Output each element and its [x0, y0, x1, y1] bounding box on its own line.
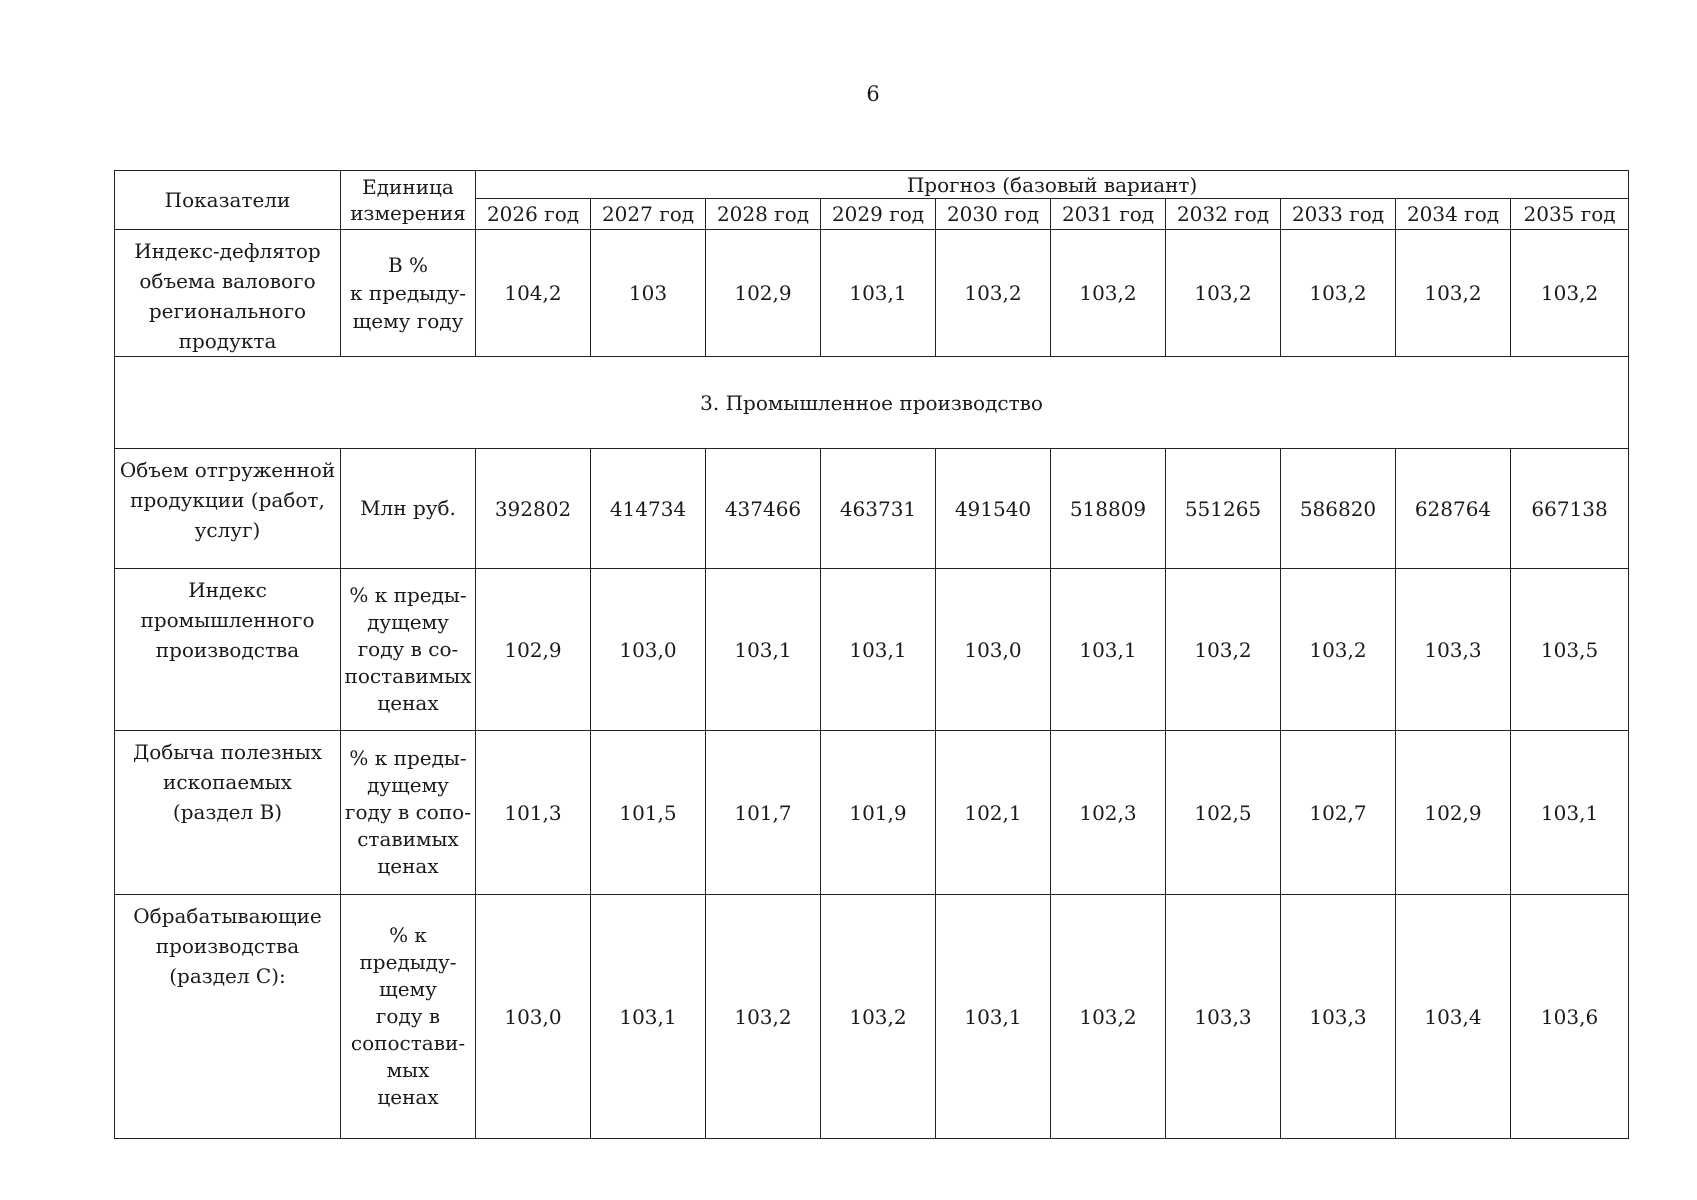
value-cell: 103,2: [936, 230, 1051, 357]
value-cell: 491540: [936, 449, 1051, 569]
indicator-cell: [115, 731, 341, 895]
unit-line: Млн руб.: [360, 496, 456, 520]
indicator-line: Индекс-дефлятор: [134, 239, 321, 263]
indicator-line: продукции (работ,: [130, 488, 325, 512]
value-cell: 101,7: [706, 731, 821, 895]
year-header-cell: 2030 год: [936, 199, 1051, 230]
indicator-line: объема валового: [139, 269, 316, 293]
value-cell: 102,9: [476, 569, 591, 731]
value-cell: 102,9: [706, 230, 821, 357]
table-row: [115, 230, 1629, 357]
unit-line: ставимых: [357, 827, 459, 851]
value-cell: 628764: [1396, 449, 1511, 569]
value-cell: 103,6: [1511, 895, 1629, 1139]
indicator-line: промышленного: [140, 608, 315, 632]
unit-line: году в: [375, 1004, 441, 1028]
header-unit: [341, 171, 476, 230]
value-cell: 103,2: [1396, 230, 1511, 357]
unit-cell: [341, 449, 476, 569]
header-forecast: Прогноз (базовый вариант): [476, 171, 1629, 199]
value-cell: 103,0: [476, 895, 591, 1139]
value-cell: 103,3: [1166, 895, 1281, 1139]
value-cell: 102,3: [1051, 731, 1166, 895]
unit-line: предыду-: [359, 950, 457, 974]
unit-line: сопостави-: [350, 1031, 466, 1055]
section-title: 3. Промышленное производство: [115, 357, 1629, 449]
indicator-line: ископаемых: [163, 770, 292, 794]
unit-line: дущему: [367, 773, 449, 797]
value-cell: 103,2: [1281, 569, 1396, 731]
indicator-line: регионального: [148, 299, 307, 323]
year-header-cell: 2029 год: [821, 199, 936, 230]
table-row: [115, 895, 1629, 1139]
indicator-line: производства: [155, 934, 300, 958]
indicator-line: Индекс: [188, 578, 267, 602]
value-cell: 103,2: [706, 895, 821, 1139]
value-cell: 103,2: [1511, 230, 1629, 357]
unit-line: ценах: [377, 691, 439, 715]
value-cell: 104,2: [476, 230, 591, 357]
unit-cell: [341, 230, 476, 357]
value-cell: 103,5: [1511, 569, 1629, 731]
unit-line: ценах: [377, 1085, 439, 1109]
year-header-cell: 2027 год: [591, 199, 706, 230]
value-cell: 103,2: [1281, 230, 1396, 357]
table-row: [115, 449, 1629, 569]
value-cell: 103,2: [1166, 230, 1281, 357]
value-cell: 103,1: [936, 895, 1051, 1139]
value-cell: 103,2: [821, 895, 936, 1139]
value-cell: 103,0: [591, 569, 706, 731]
indicator-cell: [115, 569, 341, 731]
section-row: [115, 357, 1629, 449]
value-cell: 102,5: [1166, 731, 1281, 895]
indicator-line: Добыча полезных: [132, 740, 323, 764]
table-row: [115, 731, 1629, 895]
indicator-line: производства: [155, 638, 300, 662]
header-unit-text: Единица измерения: [350, 175, 466, 225]
unit-line: к предыду-: [350, 281, 466, 305]
value-cell: 101,5: [591, 731, 706, 895]
value-cell: 102,1: [936, 731, 1051, 895]
value-cell: 414734: [591, 449, 706, 569]
indicator-cell: [115, 449, 341, 569]
year-header-cell: 2028 год: [706, 199, 821, 230]
year-header-cell: 2026 год: [476, 199, 591, 230]
header-indicator: Показатели: [115, 171, 341, 230]
page-number: 6: [866, 82, 880, 106]
unit-cell: [341, 895, 476, 1139]
indicator-line: Обрабатывающие: [133, 904, 322, 928]
value-cell: 518809: [1051, 449, 1166, 569]
unit-line: щему году: [352, 309, 464, 333]
value-cell: 102,7: [1281, 731, 1396, 895]
value-cell: 103: [591, 230, 706, 357]
indicator-line: продукта: [178, 329, 277, 353]
unit-line: году в сопо-: [345, 800, 471, 824]
value-cell: 437466: [706, 449, 821, 569]
value-cell: 103,3: [1281, 895, 1396, 1139]
unit-cell: [341, 569, 476, 731]
unit-line: % к преды-: [349, 583, 467, 607]
unit-line: % к: [389, 923, 427, 947]
indicator-line: Объем отгруженной: [119, 458, 336, 482]
table-body: [115, 230, 1629, 1139]
value-cell: 463731: [821, 449, 936, 569]
value-cell: 101,3: [476, 731, 591, 895]
value-cell: 551265: [1166, 449, 1281, 569]
value-cell: 103,1: [1511, 731, 1629, 895]
value-cell: 103,1: [591, 895, 706, 1139]
year-header-cell: 2034 год: [1396, 199, 1511, 230]
value-cell: 103,2: [1051, 230, 1166, 357]
value-cell: 103,2: [1051, 895, 1166, 1139]
value-cell: 103,1: [1051, 569, 1166, 731]
year-header-cell: 2035 год: [1511, 199, 1629, 230]
value-cell: 103,1: [706, 569, 821, 731]
value-cell: 103,4: [1396, 895, 1511, 1139]
unit-line: году в со-: [357, 637, 459, 661]
indicator-line: (раздел С):: [169, 964, 286, 988]
forecast-table: [114, 170, 1629, 1139]
indicator-cell: [115, 230, 341, 357]
value-cell: 103,2: [1166, 569, 1281, 731]
unit-line: дущему: [367, 610, 449, 634]
value-cell: 103,0: [936, 569, 1051, 731]
unit-line: В %: [387, 253, 429, 277]
value-cell: 103,1: [821, 569, 936, 731]
year-header-cell: 2032 год: [1166, 199, 1281, 230]
unit-cell: [341, 731, 476, 895]
unit-line: щему: [379, 977, 437, 1001]
unit-line: % к преды-: [349, 746, 467, 770]
indicator-line: (раздел В): [172, 800, 283, 824]
indicator-cell: [115, 895, 341, 1139]
value-cell: 101,9: [821, 731, 936, 895]
value-cell: 103,1: [821, 230, 936, 357]
table-row: [115, 569, 1629, 731]
indicator-line: услуг): [194, 518, 261, 542]
value-cell: 667138: [1511, 449, 1629, 569]
value-cell: 103,3: [1396, 569, 1511, 731]
value-cell: 586820: [1281, 449, 1396, 569]
value-cell: 392802: [476, 449, 591, 569]
unit-line: поставимых: [344, 664, 472, 688]
year-header-cell: 2033 год: [1281, 199, 1396, 230]
unit-line: мых: [386, 1058, 430, 1082]
year-header-cell: 2031 год: [1051, 199, 1166, 230]
unit-line: ценах: [377, 854, 439, 878]
value-cell: 102,9: [1396, 731, 1511, 895]
